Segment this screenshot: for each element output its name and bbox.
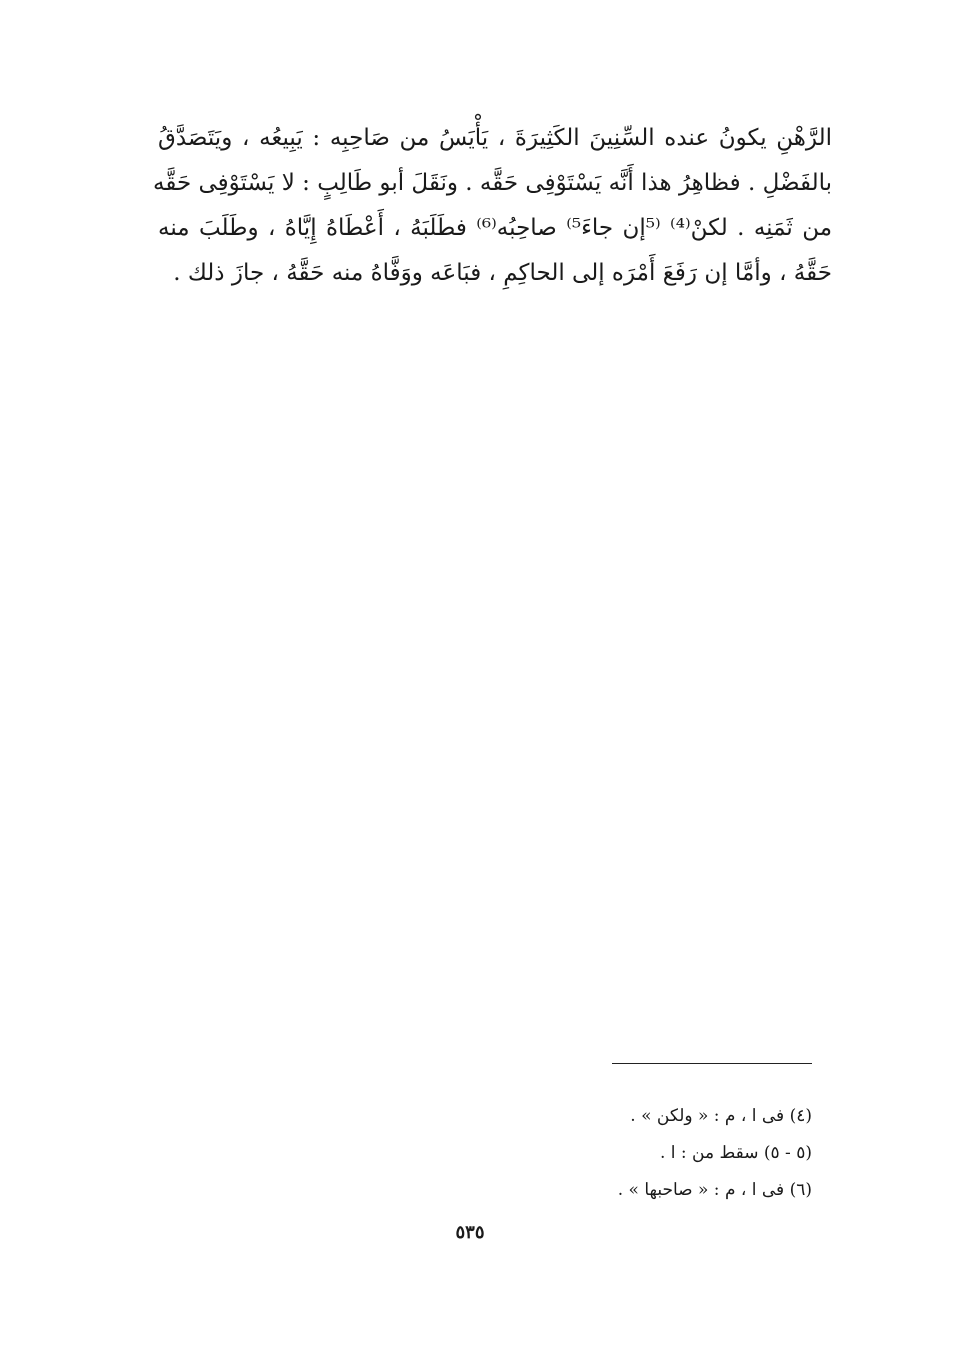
page-number: ٥٣٥ — [455, 1222, 485, 1243]
text-line-1: الرَّهْنِ يكونُ عنده السِّنِينَ الكَثِيرَةَ ، يَأْيَسُ من صَاحِبِه : يَبِيعُه ، ويَتَصَدَّقُ — [158, 125, 832, 151]
text-line-4: حَقَّهُ ، وأمَّا إن رَفَعَ أَمْرَه إلى الحاكِمِ ، فبَاعَه ووَفَّاهُ منه حَقَّهُ ، جازَ ذلك . — [173, 260, 832, 286]
footnote-5: (٥ - ٥) سقط من : ا . — [659, 1143, 812, 1163]
footnotes — [560, 1098, 812, 1209]
footnote-4: (٤) فى ا ، م : « ولكن » . — [630, 1106, 812, 1126]
main-text-block — [153, 116, 833, 296]
text-line-2: بالفَضْلِ . فظاهِرُ هذا أَنَّه يَسْتَوْفِى حَقَّه . ونَقَلَ أبو طَالِبٍ : لا يَسْتَوْفِى حَقَّه — [153, 170, 832, 196]
text-line-3: من ثَمَنِه . لكنْ⁽⁴⁾ ⁽⁵إن جاءَ⁵⁾ صاحِبُه⁽⁶⁾ فطَلَبَهُ ، أَعْطَاهُ إِيَّاهُ ، وطَلَبَ منه — [158, 215, 833, 241]
footnote-6: (٦) فى ا ، م : « صاحبها » . — [617, 1180, 812, 1200]
footnote-separator — [612, 1063, 812, 1064]
